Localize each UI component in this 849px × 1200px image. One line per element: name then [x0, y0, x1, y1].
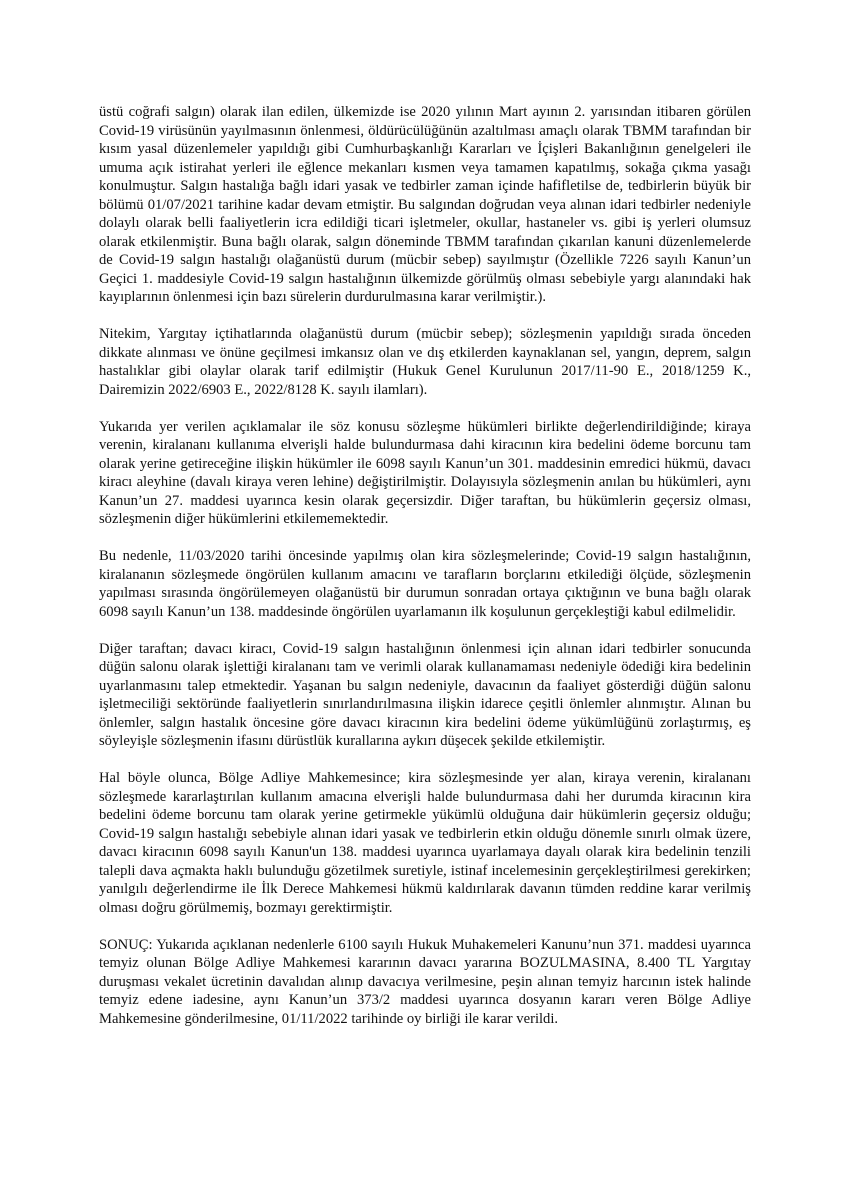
paragraph-covid-measures: üstü coğrafi salgın) olarak ilan edilen, ülkemizde ise 2020 yılının Mart ayının 2. yarısından itibaren görülen Covid-19 virüsünün yayılmasının önlenmesi, öldürücülüğünün azaltılması amaçlı olarak TBMM tarafından bir kısım yasal düzenlemeler yapıldığı gibi Cumhurbaşkanlığı Kararları ve İçişleri Bakanlığının genelgeleri ile umuma açık istirahat yerleri ile eğlence mekanları kısmen veya tamamen kapatılmış, sokağa çıkma yasağı konulmuştur. Salgın hastalığa bağlı idari yasak ve tedbirler zaman içinde hafifletilse de, tedbirlerin büyük bir bölümü 01/07/2021 tarihine kadar devam etmiştir. Bu salgından doğrudan veya alınan idari tedbirler nedeniyle dolaylı olarak belli faaliyetlerin icra edildiği ticari işletmeler, okullar, hastaneler vs. gibi iş yerleri olumsuz olarak etkilenmiştir. Buna bağlı olarak, salgın döneminde TBMM tarafından çıkarılan kanuni düzenlemelerde de Covid-19 salgın hastalığı olağanüstü durum (mücbir sebep) sayılmıştır (Özellikle 7226 sayılı Kanun’un Geçici 1. maddesiyle Covid-19 salgın hastalığının ülkemizde görülmüş olması sebebiyle yargı alanındaki hak kayıplarının önlenmesi için bazı sürelerin durdurulmasına karar verilmiştir.). — [99, 104, 751, 305]
paragraph-force-majeure-definition: Nitekim, Yargıtay içtihatlarında olağanüstü durum (mücbir sebep); sözleşmenin yapıldığı sırada önceden dikkate alınması ve önüne geçilmesi imkansız olan ve dış etkilerden kaynaklanan sel, yangın, deprem, salgın hastalıklar gibi olaylar olarak tarif edilmiştir (Hukuk Genel Kurulunun 2017/11-90 E., 2018/1259 K., Dairemizin 2022/6903 E., 2022/8128 K. sayılı ilamları). — [99, 326, 751, 398]
paragraph-adaptation-condition: Bu nedenle, 11/03/2020 tarihi öncesinde yapılmış olan kira sözleşmelerinde; Covid-19 salgın hastalığının, kiralananın sözleşmede öngörülen kullanım amacını ve tarafların borçlarını etkilediği ölçüde, sözleşmenin yapılması sırasında öngörülemeyen olağanüstü bir durumun sonradan ortaya çıktığının ve buna bağlı olarak 6098 sayılı Kanun’un 138. maddesinde öngörülen uyarlamanın ilk koşulunun gerçekleştiği kabul edilmelidir. — [99, 548, 751, 620]
paragraph-contract-clauses-invalid: Yukarıda yer verilen açıklamalar ile söz konusu sözleşme hükümleri birlikte değerlendirildiğinde; kiraya verenin, kiralananı kullanıma elverişli halde bulundurmasa dahi kiracının kira bedelini ödeme borcunu tam olarak yerine getireceğine ilişkin hükümler ile 6098 sayılı Kanun’un 301. maddesinin emredici hükmü, davacı kiracı aleyhine (davalı kiraya veren lehine) değiştirilmiştir. Dolayısıyla sözleşmenin anılan bu hükümleri, aynı Kanun’un 27. maddesi uyarınca kesin olarak geçersizdir. Diğer taraftan, bu hükümlerin geçersiz olması, sözleşmenin diğer hükümlerini etkilememektedir. — [99, 418, 751, 527]
paragraph-appeal-assessment: Hal böyle olunca, Bölge Adliye Mahkemesince; kira sözleşmesinde yer alan, kiraya verenin, kiralananı sözleşmede kararlaştırılan kullanım amacına elverişli halde bulundurmasa dahi her durumda kiracının kira bedelini ödeme borcunu tam olarak yerine getirmekle yükümlü olduğuna dair hükümlerin geçersiz olduğu; Covid-19 salgın hastalığı sebebiyle alınan idari yasak ve tedbirlerin etkin olduğu dönemle sınırlı olmak üzere, davacı kiracının 6098 sayılı Kanun'un 138. maddesi uyarınca uyarlamaya dayalı olarak kira bedelinin tenzili talepli dava açmakta haklı bulunduğu gözetilmek suretiyle, istinaf incelemesinin gerçekleştirilmesi gerekirken; yanılgılı değerlendirme ile İlk Derece Mahkemesi hükmü kaldırılarak davanın tümden reddine karar verilmiş olması doğru görülmemiş, bozmayı gerektirmiştir. — [99, 770, 751, 916]
document-body — [99, 103, 751, 1028]
paragraph-conclusion: SONUÇ: Yukarıda açıklanan nedenlerle 6100 sayılı Hukuk Muhakemeleri Kanunu’nun 371. maddesi uyarınca temyiz olunan Bölge Adliye Mahkemesi kararının davacı yararına BOZULMASINA, 8.400 TL Yargıtay duruşması vekalet ücretinin davalıdan alınıp davacıya verilmesine, peşin alınan temyiz harcının istek halinde temyiz edene iadesine, aynı Kanun’un 373/2 maddesi uyarınca dosyanın kararı veren Bölge Adliye Mahkemesine gönderilmesine, 01/11/2022 tarihinde oy birliği ile karar verildi. — [99, 936, 751, 1027]
paragraph-tenant-claim: Diğer taraftan; davacı kiracı, Covid-19 salgın hastalığının önlenmesi için alınan idari tedbirler sonucunda düğün salonu olarak işlettiği kiralananı tam ve verimli olarak kullanamaması nedeniyle ödediği kira bedelinin uyarlanmasını talep etmektedir. Yaşanan bu salgın nedeniyle, davacının da faaliyet gösterdiği düğün salonu işletmeciliği sektöründe faaliyetlerin sınırlandırılmasına ilişkin idarece çeşitli önlemler alınmıştır. Alınan bu önlemler, salgın hastalık öncesine göre davacı kiracının kira bedelini ödeme yükümlüğünü zorlaştırmış, eş söyleyişle sözleşmenin ifasını dürüstlük kurallarına aykırı düşecek şekilde etkilemiştir. — [99, 640, 751, 749]
